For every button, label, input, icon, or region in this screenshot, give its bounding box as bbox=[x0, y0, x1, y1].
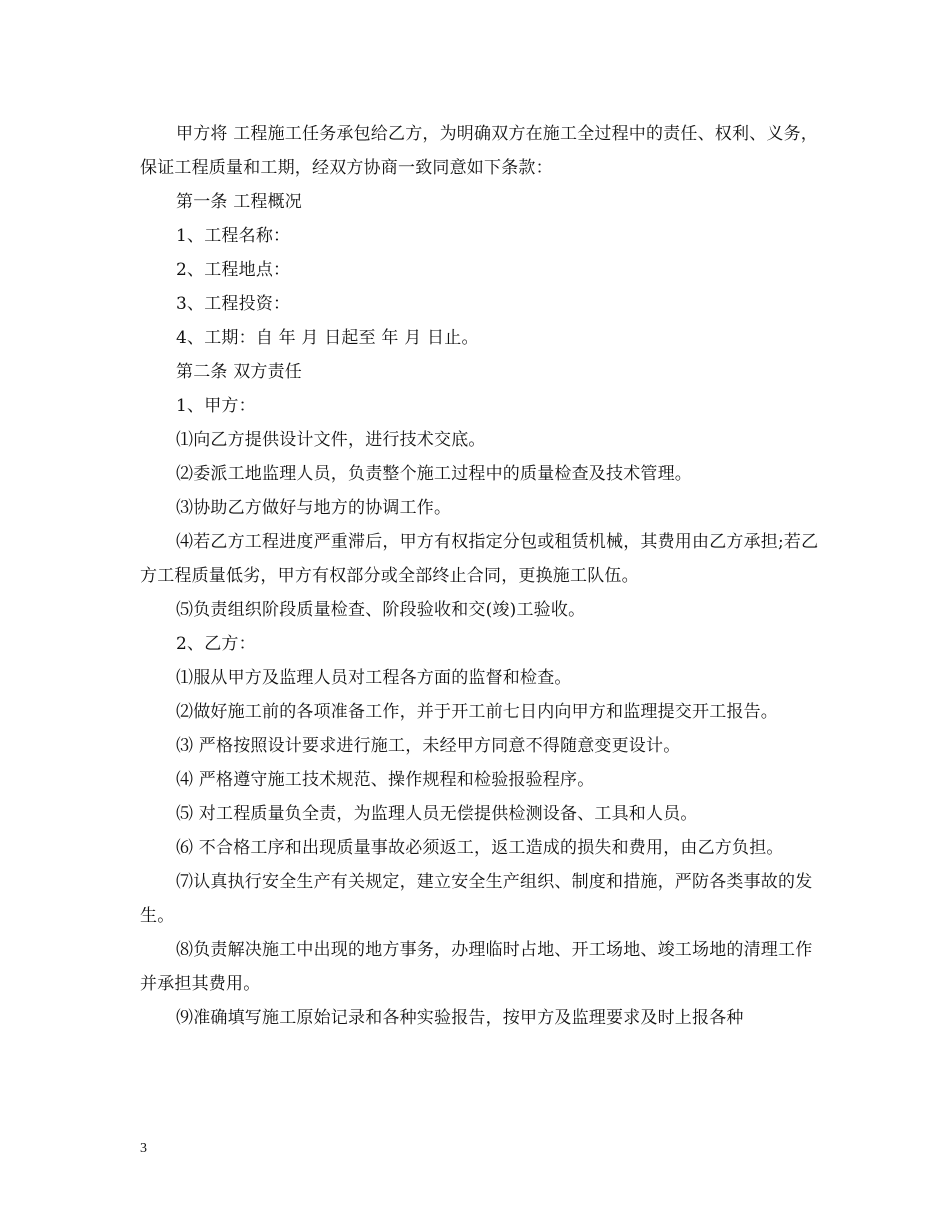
project-location-line: 2、工程地点： bbox=[176, 260, 291, 280]
project-duration-line: 4、工期：自 年 月 日起至 年 月 日止。 bbox=[176, 328, 479, 348]
project-investment-line: 3、工程投资： bbox=[176, 294, 291, 314]
party-a-item-2: ⑵委派工地监理人员，负责整个施工过程中的质量检查及技术管理。 bbox=[176, 464, 692, 484]
party-a-item-3: ⑶协助乙方做好与地方的协调工作。 bbox=[176, 498, 452, 518]
party-b-item-5: ⑸ 对工程质量负全责，为监理人员无偿提供检测设备、工具和人员。 bbox=[176, 804, 698, 824]
party-b-item-9: ⑼准确填写施工原始记录和各种实验报告，按甲方及监理要求及时上报各种 bbox=[176, 1008, 744, 1028]
party-a-item-5: ⑸负责组织阶段质量检查、阶段验收和交(竣)工验收。 bbox=[176, 600, 586, 620]
party-b-item-3: ⑶ 严格按照设计要求进行施工，未经甲方同意不得随意变更设计。 bbox=[176, 736, 681, 756]
project-name-line: 1、工程名称： bbox=[176, 226, 291, 246]
party-b-item-1: ⑴服从甲方及监理人员对工程各方面的监督和检查。 bbox=[176, 668, 572, 688]
party-b-item-6: ⑹ 不合格工序和出现质量事故必须返工，返工造成的损失和费用，由乙方负担。 bbox=[176, 838, 784, 858]
article-two-heading: 第二条 双方责任 bbox=[176, 362, 303, 382]
party-b-heading: 2、乙方： bbox=[176, 634, 256, 654]
paragraph-intro: 甲方将 工程施工任务承包给乙方，为明确双方在施工全过程中的责任、权利、义务，保证工程质量和工期，经双方协商一致同意如下条款： bbox=[140, 124, 819, 178]
party-a-item-1: ⑴向乙方提供设计文件，进行技术交底。 bbox=[176, 430, 486, 450]
article-one-heading: 第一条 工程概况 bbox=[176, 192, 303, 212]
party-b-item-2: ⑵做好施工前的各项准备工作，并于开工前七日内向甲方和监理提交开工报告。 bbox=[176, 702, 778, 722]
party-b-item-7: ⑺认真执行安全生产有关规定，建立安全生产组织、制度和措施，严防各类事故的发生。 bbox=[140, 872, 813, 926]
document-body bbox=[140, 117, 828, 1035]
page-number: 3 bbox=[140, 1141, 147, 1156]
party-a-item-4: ⑷若乙方工程进度严重滞后，甲方有权指定分包或租赁机械，其费用由乙方承担;若乙方工程质量低劣，甲方有权部分或全部终止合同，更换施工队伍。 bbox=[140, 532, 819, 586]
party-b-item-8: ⑻负责解决施工中出现的地方事务，办理临时占地、开工场地、竣工场地的清理工作并承担其费用。 bbox=[140, 940, 813, 994]
party-a-heading: 1、甲方： bbox=[176, 396, 256, 416]
party-b-item-4: ⑷ 严格遵守施工技术规范、操作规程和检验报验程序。 bbox=[176, 770, 595, 790]
